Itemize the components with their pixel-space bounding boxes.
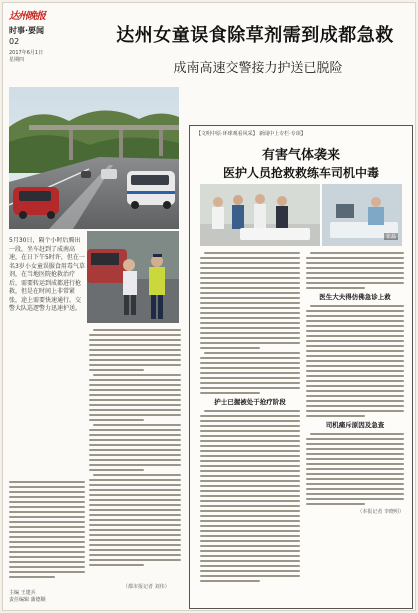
newspaper-page xyxy=(2,2,416,611)
story-kicker: 【文明中原·环球观看风采】 新闻中上专栏·专项】 xyxy=(196,131,306,137)
boxed-story-column-1 xyxy=(200,252,300,604)
editor-credit: 主编 王建兵 xyxy=(9,590,36,596)
story-title-line-1: 有害气体袭来 xyxy=(261,148,340,163)
article-body-column-2 xyxy=(89,329,181,585)
section-subtitle-a: 护士已握被处于抢疗阶段 xyxy=(214,398,286,406)
officer-photo-image xyxy=(87,231,179,323)
highway-photo-image xyxy=(9,87,179,229)
section-name: 时事·要闻 xyxy=(9,26,45,35)
photo-caption: 张磊 xyxy=(385,234,396,240)
article-signature: （都市报记者 刘伟） xyxy=(123,584,170,590)
newspaper-logo: 达州晚报 xyxy=(9,11,45,22)
hospital-photos xyxy=(200,184,402,246)
boxed-story xyxy=(189,125,413,609)
page-credits xyxy=(9,590,46,604)
main-headline: 达州女童误食除草剂需到成都急救 xyxy=(116,25,394,46)
officer-photo xyxy=(87,231,179,323)
designer-credit: 责任编辑 蒲德顺 xyxy=(9,597,46,603)
section-subtitle-c: 司机痛斥原因及急查 xyxy=(325,421,385,429)
article-body-column-1 xyxy=(9,481,85,585)
story-title-line-2: 医护人员抢救救练车司机中毒 xyxy=(222,166,379,180)
sub-headline: 成南高速交警接力护送已脱险 xyxy=(173,61,343,76)
hospital-photo-image xyxy=(200,184,402,246)
boxed-story-column-2 xyxy=(306,252,404,604)
section-subtitle-b: 医生大夫得仿佛急诊上救 xyxy=(319,293,391,301)
masthead xyxy=(9,7,51,71)
lead-paragraph: 5月30日，隔个小时后腾出一段，坐车赶到了成南高速，在日下午5时许，但在一名3岁小女童误服食用毒气草剂，在当地医院抢救治疗后，需要转运到成都进行抢救，但是在时间上非常紧张，途上需要快速通行。交警大队巡逻警力迅速护送。 xyxy=(9,237,85,312)
highway-photo xyxy=(9,87,179,229)
issue-date: 2017年6月1日 xyxy=(9,50,44,56)
issue-weekday: 星期四 xyxy=(9,57,25,63)
page-number: 02 xyxy=(9,37,20,46)
story-byline: （本报记者 李晓明） xyxy=(357,509,404,515)
